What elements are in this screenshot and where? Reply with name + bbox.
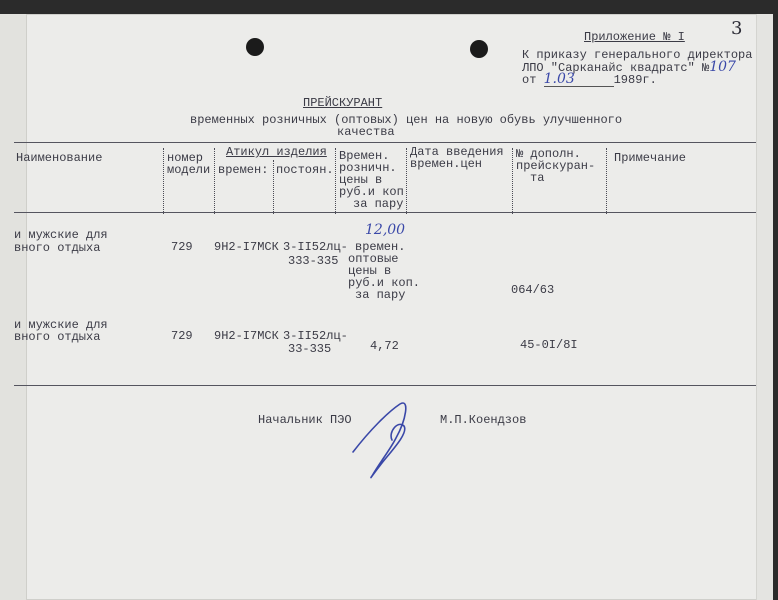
row1-model: 729 [171, 240, 193, 254]
signature-name: М.П.Коендзов [440, 413, 527, 427]
header-name: Наименование [16, 151, 103, 165]
appendix-line2: ЛПО "Сарканайс квадратс" №107 [522, 59, 736, 75]
appendix-line3: от 1.03 1989г. [522, 71, 657, 87]
row1-article-perm-2: 333-335 [288, 254, 339, 268]
row1-name-2: вного отдыха [14, 241, 101, 255]
header-price-5: за пару [353, 197, 404, 211]
row1-price-4: руб.и коп. [348, 276, 421, 290]
row1-price-5: за пару [355, 288, 406, 302]
row1-supp: 064/63 [511, 283, 555, 297]
header-article-perm: постоян. [276, 163, 334, 177]
row2-article-perm-2: 33-335 [288, 342, 332, 356]
appendix-title: Приложение № I [584, 30, 685, 44]
row2-price: 4,72 [370, 339, 399, 353]
header-article-temp: времен: [218, 163, 269, 177]
header-supp-2: прейскуран- [516, 159, 596, 173]
row2-model: 729 [171, 329, 193, 343]
page-number: 3 [731, 18, 743, 39]
order-number: 107 [709, 59, 736, 75]
header-note: Примечание [614, 151, 687, 165]
header-price-2: розничн. [339, 161, 397, 175]
row2-name-2: вного отдыха [14, 330, 101, 344]
doc-subtitle-line1: временных розничных (оптовых) цен на новую обувь улучшенного [190, 113, 623, 127]
header-price-1: Времен. [339, 149, 390, 163]
doc-subtitle-line2: качества [337, 125, 395, 139]
row2-name-1: и мужские для [14, 318, 108, 332]
header-model-2: модели [167, 163, 211, 177]
header-article: Атикул изделия [226, 145, 327, 159]
row2-article-temp: 9Н2-I7МСК [214, 329, 279, 343]
row1-price-3: цены в [348, 264, 392, 278]
order-date: 1.03 [544, 73, 614, 87]
row1-price-1: времен. [355, 240, 406, 254]
header-supp-3: та [530, 171, 545, 185]
row1-price-handwritten: 12,00 [365, 222, 406, 238]
appendix-line1: К приказу генерального директора [522, 48, 753, 62]
row1-name-1: и мужские для [14, 228, 108, 242]
header-date-2: времен.цен [410, 157, 483, 171]
row1-article-temp: 9Н2-I7МСК [214, 240, 279, 254]
header-date-1: Дата введения [410, 145, 504, 159]
header-price-3: цены в [339, 173, 383, 187]
row2-supp: 45-0I/8I [520, 338, 578, 352]
row1-price-2: оптовые [348, 252, 399, 266]
signature-role: Начальник ПЭО [258, 413, 352, 427]
header-supp-1: № дополн. [516, 147, 581, 161]
row2-article-perm-1: 3-II52лц- [283, 329, 348, 343]
row1-article-perm-1: 3-II52лц- [283, 240, 348, 254]
header-price-4: руб.и коп [339, 185, 404, 199]
doc-title: ПРЕЙСКУРАНТ [303, 96, 383, 110]
header-model-1: номер [167, 151, 204, 165]
